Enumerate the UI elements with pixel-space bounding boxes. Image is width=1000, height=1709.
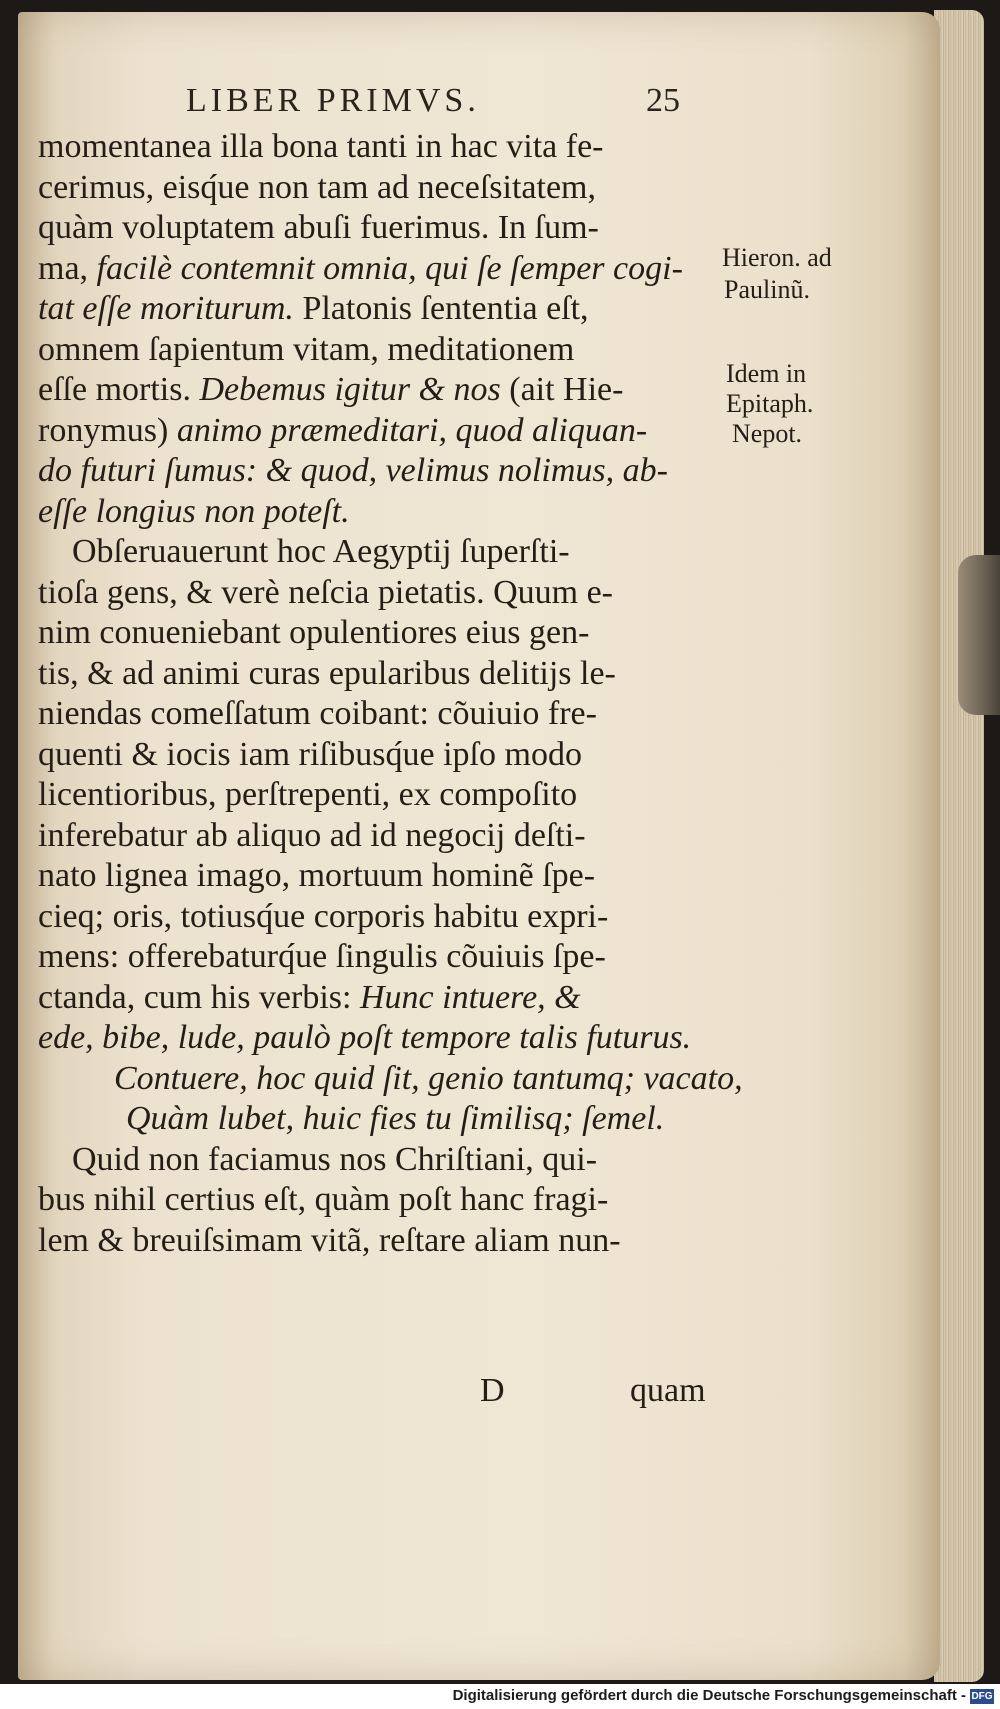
text-line xyxy=(38,1099,738,1140)
dfg-logo-icon: DFG xyxy=(971,1691,993,1702)
text-line xyxy=(38,694,738,735)
roman-text: ma, xyxy=(38,249,97,287)
roman-text: Obſeruauerunt hoc Aegyptij ſuperſti- xyxy=(72,533,570,570)
text-line xyxy=(38,1018,738,1059)
roman-text: Quid non faciamus nos Chriſtiani, qui- xyxy=(72,1140,598,1178)
text-line xyxy=(38,1059,743,1100)
text-line xyxy=(38,451,738,492)
roman-text: licentioribus, perſtrepenti, ex compoſito xyxy=(38,776,578,813)
text-line xyxy=(38,370,738,411)
italic-text: animo præmeditari, quod aliquan- xyxy=(176,411,648,449)
running-head xyxy=(186,82,706,120)
italic-text: facilè contemnit omnia, qui ſe ſemper cogi- xyxy=(96,249,683,287)
roman-text: nato lignea imago, mortuum hominẽ ſpe- xyxy=(38,857,596,894)
text-line xyxy=(38,816,738,857)
marginal-note: Idem in xyxy=(726,359,807,388)
text-line xyxy=(38,492,738,533)
catchword: quam xyxy=(630,1372,706,1409)
italic-text: Debemus igitur & nos xyxy=(199,371,501,408)
text-line xyxy=(38,775,738,816)
text-line xyxy=(38,1180,738,1221)
roman-text: Platonis ſententia eſt, xyxy=(293,290,589,327)
bookmark-ribbon xyxy=(958,555,1000,715)
roman-text: ronymus) xyxy=(38,411,177,449)
marginal-note: Epitaph. xyxy=(726,389,814,418)
roman-text: cerimus, eisq́ue non tam ad neceſsitatem, xyxy=(38,168,596,206)
text-line xyxy=(38,411,738,452)
page-fore-edge xyxy=(934,10,984,1682)
text-line xyxy=(38,532,738,573)
roman-text: cieq; oris, totiusq́ue corporis habitu expri- xyxy=(38,897,609,935)
text-line xyxy=(38,937,738,978)
running-head-title: LIBER PRIMVS. xyxy=(186,82,480,119)
italic-text: do futuri ſumus: & quod, velimus nolimus, ab- xyxy=(38,452,668,489)
text-line xyxy=(38,573,738,614)
text-line xyxy=(38,897,738,938)
marginal-note: Hieron. ad xyxy=(722,243,832,272)
italic-text: Quàm lubet, huic fies tu ſimilisq; ſemel. xyxy=(126,1100,665,1137)
roman-text: tis, & ad animi curas epularibus delitijs le- xyxy=(38,654,616,692)
text-line xyxy=(38,856,738,897)
text-line xyxy=(38,208,738,249)
roman-text: bus nihil certius eſt, quàm poſt hanc fragi- xyxy=(38,1181,609,1218)
roman-text: lem & breuiſsimam vitã, reſtare aliam nun- xyxy=(38,1221,621,1259)
signature-mark: D xyxy=(480,1372,505,1409)
roman-text: quenti & iocis iam riſibusq́ue ipſo modo xyxy=(38,735,582,773)
roman-text: momentanea illa bona tanti in hac vita fe- xyxy=(38,128,604,165)
text-line xyxy=(38,654,738,695)
text-line xyxy=(38,289,738,330)
roman-text: (ait Hie- xyxy=(500,371,624,408)
roman-text: ctanda, cum his verbis: xyxy=(38,978,360,1016)
roman-text: tioſa gens, & verè neſcia pietatis. Quum e- xyxy=(38,573,613,611)
roman-text: inferebatur ab aliquo ad id negocij deſti- xyxy=(38,816,586,854)
text-line xyxy=(38,613,738,654)
text-line xyxy=(38,978,738,1019)
marginal-note: Nepot. xyxy=(732,419,803,448)
main-text xyxy=(38,127,743,1261)
italic-text: tat eſſe moriturum. xyxy=(38,290,294,327)
text-line xyxy=(38,249,738,290)
roman-text: eſſe mortis. xyxy=(38,371,200,408)
footer-credit: Digitalisierung gefördert durch die Deutsche Forschungsgemeinschaft - xyxy=(452,1687,966,1704)
text-line xyxy=(38,330,738,371)
text-line xyxy=(38,1221,738,1262)
text-line xyxy=(38,168,738,209)
digitization-footer xyxy=(0,1684,1000,1709)
page-number: 25 xyxy=(646,82,680,119)
italic-text: Hunc intuere, & xyxy=(359,978,581,1016)
text-line xyxy=(38,735,738,776)
roman-text: quàm voluptatem abuſi fuerimus. In ſum- xyxy=(38,209,599,246)
italic-text: Contuere, hoc quid ſit, genio tantumq; vacato, xyxy=(114,1059,743,1097)
marginal-note: Paulinũ. xyxy=(724,275,810,304)
roman-text: niendas comeſſatum coibant: cõuiuio fre- xyxy=(38,695,597,732)
text-line xyxy=(38,127,738,168)
italic-text: eſſe longius non poteſt. xyxy=(38,492,350,530)
roman-text: omnem ſapientum vitam, meditationem xyxy=(38,330,575,368)
roman-text: mens: offerebaturq́ue ſingulis cõuiuis ſpe- xyxy=(38,938,606,975)
italic-text: ede, bibe, lude, paulò poſt tempore talis futurus. xyxy=(38,1019,692,1056)
roman-text: nim conueniebant opulentiores eius gen- xyxy=(38,614,590,651)
text-line xyxy=(38,1140,738,1181)
